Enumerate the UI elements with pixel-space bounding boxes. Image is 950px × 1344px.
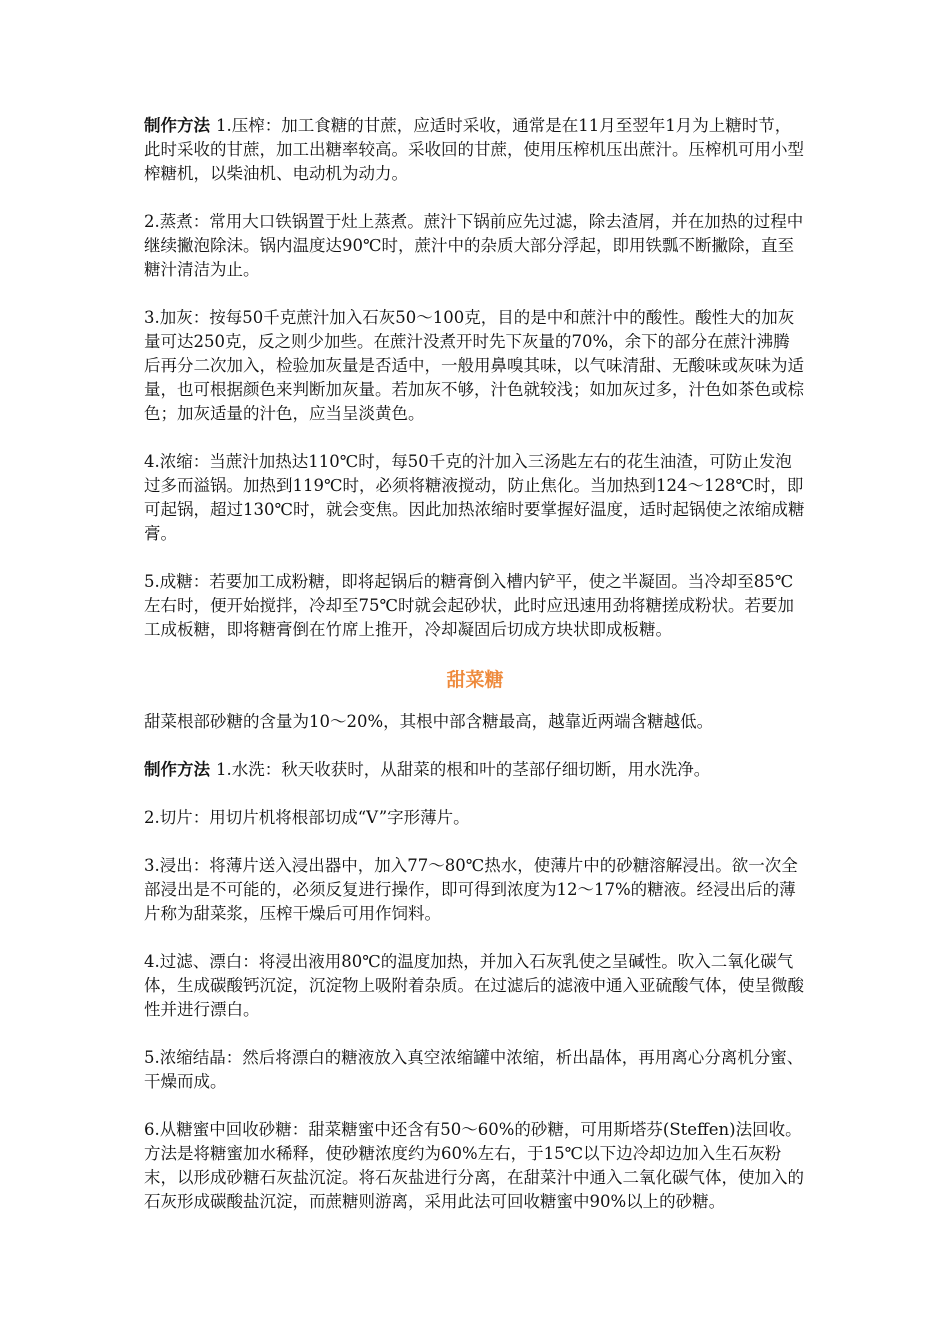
beet-step-5: 5.浓缩结晶：然后将漂白的糖液放入真空浓缩罐中浓缩，析出晶体，再用离心分离机分蜜、干燥而成。 [144, 1048, 804, 1091]
sugarcane-step-1 [144, 114, 806, 186]
beet-step-6: 6.从糖蜜中回收砂糖：甜菜糖蜜中还含有50～60%的砂糖，可用斯塔芬(Steffen)法回收。方法是将糖蜜加水稀释，使砂糖浓度约为60%左右，于15℃以下边冷却边加入生石灰粉末，以形成砂糖石灰盐沉淀。将石灰盐进行分离，在甜菜汁中通入二氧化碳气体，使加入的石灰形成碳酸盐沉淀，而蔗糖则游离，采用此法可回收糖蜜中90%以上的砂糖。 [144, 1120, 804, 1211]
sugarcane-step-2: 2.蒸煮：常用大口铁锅置于灶上蒸煮。蔗汁下锅前应先过滤，除去渣屑，并在加热的过程中继续撇泡除沫。锅内温度达90℃时，蔗汁中的杂质大部分浮起，即用铁瓢不断撇除，直至糖汁清洁为止。 [144, 212, 804, 279]
beet-step-4: 4.过滤、漂白：将浸出液用80℃的温度加热，并加入石灰乳使之呈碱性。吹入二氧化碳气体，生成碳酸钙沉淀，沉淀物上吸附着杂质。在过滤后的滤液中通入亚硫酸气体，使呈微酸性并进行漂白。 [144, 952, 804, 1019]
beet-step-2: 2.切片：用切片机将根部切成“V”字形薄片。 [144, 808, 470, 827]
method-label: 制作方法 [144, 116, 210, 135]
sugarcane-step-4: 4.浓缩：当蔗汁加热达110℃时，每50千克的汁加入三汤匙左右的花生油渣，可防止发泡过多而溢锅。加热到119℃时，必须将糖液搅动，防止焦化。当加热到124～128℃时，即可起锅，超过130℃时，就会变焦。因此加热浓缩时要掌握好温度，适时起锅使之浓缩成糖膏。 [144, 452, 805, 543]
beet-step-3: 3.浸出：将薄片送入浸出器中，加入77～80℃热水，使薄片中的砂糖溶解浸出。欲一次全部浸出是不可能的，必须反复进行操作，即可得到浓度为12～17%的糖液。经浸出后的薄片称为甜菜浆，压榨干燥后可用作饲料。 [144, 856, 798, 923]
beet-step-1 [144, 758, 806, 782]
sugarcane-step-3: 3.加灰：按每50千克蔗汁加入石灰50～100克，目的是中和蔗汁中的酸性。酸性大的加灰量可达250克，反之则少加些。在蔗汁没煮开时先下灰量的70%，余下的部分在蔗汁沸腾后再分二次加入，检验加灰量是否适中，一般用鼻嗅其味，以气味清甜、无酸味或灰味为适量，也可根据颜色来判断加灰量。若加灰不够，汁色就较浅；如加灰过多，汁色如茶色或棕色；加灰适量的汁色，应当呈淡黄色。 [144, 308, 804, 423]
method-label: 制作方法 [144, 760, 210, 779]
document-page [144, 114, 806, 1238]
section-title-beet-sugar: 甜菜糖 [446, 669, 504, 691]
step-text: 1.水洗：秋天收获时，从甜菜的根和叶的茎部仔细切断，用水洗净。 [216, 760, 711, 779]
sugarcane-step-5: 5.成糖：若要加工成粉糖，即将起锅后的糖膏倒入槽内铲平，使之半凝固。当冷却至85℃左右时，便开始搅拌，冷却至75℃时就会起砂状，此时应迅速用劲将糖搓成粉状。若要加工成板糖，即将糖膏倒在竹席上推开，冷却凝固后切成方块状即成板糖。 [144, 572, 794, 639]
step-text: 1.压榨：加工食糖的甘蔗，应适时采收，通常是在11月至翌年1月为上糖时节，此时采收的甘蔗，加工出糖率较高。采收回的甘蔗，使用压榨机压出蔗汁。压榨机可用小型榨糖机，以柴油机、电动机为动力。 [144, 116, 804, 183]
beet-intro: 甜菜根部砂糖的含量为10～20%，其根中部含糖最高，越靠近两端含糖越低。 [144, 712, 714, 731]
